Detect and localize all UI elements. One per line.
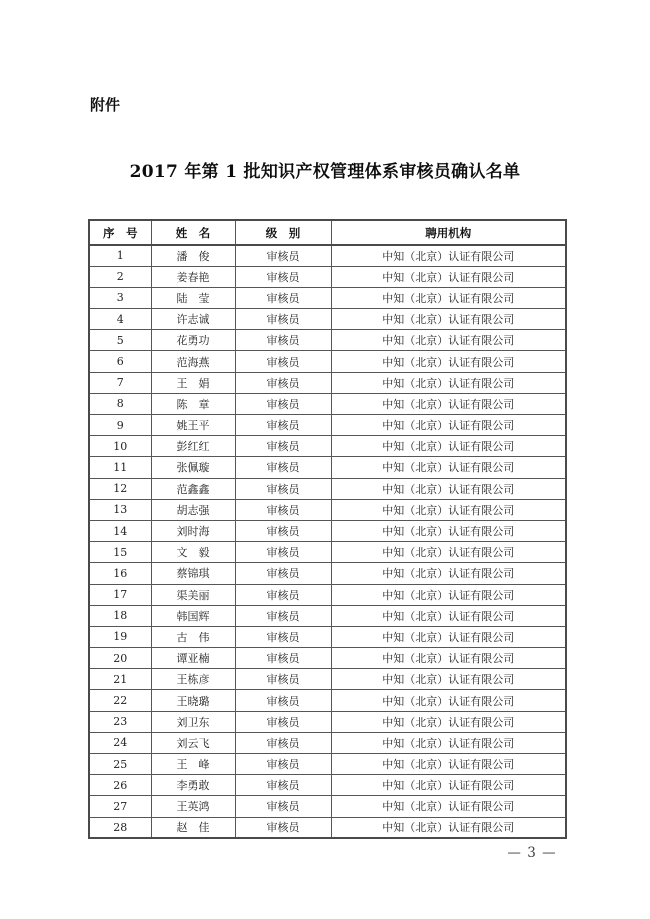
column-header-name: 姓 名 [151, 220, 235, 245]
cell-organization: 中知（北京）认证有限公司 [331, 393, 566, 414]
column-header-no: 序 号 [89, 220, 151, 245]
cell-name: 蔡锦琪 [151, 563, 235, 584]
table-row [89, 775, 566, 796]
cell-serial-number: 12 [89, 478, 151, 499]
cell-level: 审核员 [235, 372, 331, 393]
cell-organization: 中知（北京）认证有限公司 [331, 499, 566, 520]
cell-level: 审核员 [235, 415, 331, 436]
cell-level: 审核员 [235, 542, 331, 563]
cell-name: 范海燕 [151, 351, 235, 372]
cell-organization: 中知（北京）认证有限公司 [331, 287, 566, 308]
cell-serial-number: 2 [89, 266, 151, 287]
table-row [89, 584, 566, 605]
cell-serial-number: 14 [89, 520, 151, 541]
cell-organization: 中知（北京）认证有限公司 [331, 309, 566, 330]
page-number: — 3 — [507, 845, 557, 861]
cell-serial-number: 25 [89, 754, 151, 775]
cell-organization: 中知（北京）认证有限公司 [331, 520, 566, 541]
cell-name: 王栋彦 [151, 669, 235, 690]
cell-serial-number: 16 [89, 563, 151, 584]
cell-level: 审核员 [235, 520, 331, 541]
table-row [89, 266, 566, 287]
cell-organization: 中知（北京）认证有限公司 [331, 457, 566, 478]
table-header-row [89, 220, 566, 245]
cell-organization: 中知（北京）认证有限公司 [331, 478, 566, 499]
cell-name: 韩国辉 [151, 605, 235, 626]
cell-level: 审核员 [235, 266, 331, 287]
cell-name: 谭亚楠 [151, 648, 235, 669]
cell-serial-number: 24 [89, 732, 151, 753]
page-title: 2017 年第 1 批知识产权管理体系审核员确认名单 [129, 162, 521, 182]
table-row [89, 711, 566, 732]
cell-name: 渠美丽 [151, 584, 235, 605]
table-row [89, 754, 566, 775]
table-row [89, 499, 566, 520]
cell-serial-number: 7 [89, 372, 151, 393]
cell-level: 审核员 [235, 817, 331, 838]
cell-organization: 中知（北京）认证有限公司 [331, 436, 566, 457]
table-row [89, 669, 566, 690]
cell-name: 花勇功 [151, 330, 235, 351]
cell-serial-number: 27 [89, 796, 151, 817]
cell-serial-number: 1 [89, 245, 151, 266]
cell-level: 审核员 [235, 330, 331, 351]
cell-serial-number: 17 [89, 584, 151, 605]
table-row [89, 393, 566, 414]
column-header-level: 级 别 [235, 220, 331, 245]
cell-level: 审核员 [235, 351, 331, 372]
cell-organization: 中知（北京）认证有限公司 [331, 330, 566, 351]
cell-name: 姚王平 [151, 415, 235, 436]
table-row [89, 415, 566, 436]
table-row [89, 732, 566, 753]
cell-name: 王 峰 [151, 754, 235, 775]
cell-serial-number: 4 [89, 309, 151, 330]
cell-level: 审核员 [235, 648, 331, 669]
cell-name: 潘 俊 [151, 245, 235, 266]
cell-name: 古 伟 [151, 626, 235, 647]
cell-serial-number: 18 [89, 605, 151, 626]
cell-level: 审核员 [235, 669, 331, 690]
table-body [89, 245, 566, 838]
table-row [89, 245, 566, 266]
table-row [89, 478, 566, 499]
table-row [89, 330, 566, 351]
cell-name: 姜春艳 [151, 266, 235, 287]
cell-name: 文 毅 [151, 542, 235, 563]
cell-name: 李勇敢 [151, 775, 235, 796]
cell-organization: 中知（北京）认证有限公司 [331, 648, 566, 669]
cell-serial-number: 5 [89, 330, 151, 351]
cell-level: 审核员 [235, 457, 331, 478]
cell-serial-number: 22 [89, 690, 151, 711]
cell-name: 刘时海 [151, 520, 235, 541]
cell-serial-number: 23 [89, 711, 151, 732]
cell-organization: 中知（北京）认证有限公司 [331, 775, 566, 796]
cell-name: 王晓璐 [151, 690, 235, 711]
table-row [89, 372, 566, 393]
cell-name: 刘卫东 [151, 711, 235, 732]
cell-name: 范鑫鑫 [151, 478, 235, 499]
cell-name: 刘云飞 [151, 732, 235, 753]
table-row [89, 542, 566, 563]
cell-organization: 中知（北京）认证有限公司 [331, 542, 566, 563]
cell-organization: 中知（北京）认证有限公司 [331, 626, 566, 647]
cell-serial-number: 10 [89, 436, 151, 457]
cell-level: 审核员 [235, 499, 331, 520]
table-row [89, 817, 566, 838]
cell-organization: 中知（北京）认证有限公司 [331, 690, 566, 711]
cell-level: 审核员 [235, 754, 331, 775]
cell-name: 许志诚 [151, 309, 235, 330]
table-row [89, 796, 566, 817]
cell-organization: 中知（北京）认证有限公司 [331, 669, 566, 690]
table-row [89, 287, 566, 308]
cell-serial-number: 9 [89, 415, 151, 436]
cell-level: 审核员 [235, 478, 331, 499]
cell-organization: 中知（北京）认证有限公司 [331, 754, 566, 775]
table-row [89, 690, 566, 711]
cell-serial-number: 6 [89, 351, 151, 372]
cell-level: 审核员 [235, 732, 331, 753]
cell-organization: 中知（北京）认证有限公司 [331, 372, 566, 393]
cell-level: 审核员 [235, 626, 331, 647]
cell-serial-number: 3 [89, 287, 151, 308]
cell-name: 胡志强 [151, 499, 235, 520]
cell-level: 审核员 [235, 309, 331, 330]
cell-organization: 中知（北京）认证有限公司 [331, 584, 566, 605]
cell-serial-number: 13 [89, 499, 151, 520]
cell-name: 彭红红 [151, 436, 235, 457]
table-row [89, 648, 566, 669]
cell-name: 陈 章 [151, 393, 235, 414]
cell-serial-number: 21 [89, 669, 151, 690]
cell-name: 陆 莹 [151, 287, 235, 308]
cell-level: 审核员 [235, 584, 331, 605]
table-row [89, 309, 566, 330]
table-header [89, 220, 566, 245]
table-row [89, 605, 566, 626]
cell-organization: 中知（北京）认证有限公司 [331, 711, 566, 732]
cell-level: 审核员 [235, 690, 331, 711]
cell-name: 赵 佳 [151, 817, 235, 838]
cell-serial-number: 28 [89, 817, 151, 838]
cell-level: 审核员 [235, 796, 331, 817]
cell-level: 审核员 [235, 393, 331, 414]
cell-serial-number: 8 [89, 393, 151, 414]
cell-organization: 中知（北京）认证有限公司 [331, 266, 566, 287]
cell-organization: 中知（北京）认证有限公司 [331, 245, 566, 266]
table-row [89, 351, 566, 372]
table-row [89, 520, 566, 541]
cell-organization: 中知（北京）认证有限公司 [331, 817, 566, 838]
cell-organization: 中知（北京）认证有限公司 [331, 605, 566, 626]
cell-name: 王英鸿 [151, 796, 235, 817]
table-row [89, 457, 566, 478]
column-header-org: 聘用机构 [331, 220, 566, 245]
cell-level: 审核员 [235, 287, 331, 308]
cell-name: 王 娟 [151, 372, 235, 393]
cell-level: 审核员 [235, 436, 331, 457]
cell-organization: 中知（北京）认证有限公司 [331, 415, 566, 436]
cell-level: 审核员 [235, 245, 331, 266]
cell-serial-number: 19 [89, 626, 151, 647]
table-row [89, 436, 566, 457]
attachment-label: 附件 [90, 96, 121, 114]
table-row [89, 563, 566, 584]
cell-organization: 中知（北京）认证有限公司 [331, 732, 566, 753]
auditor-roster-table [88, 219, 567, 839]
cell-name: 张佩璇 [151, 457, 235, 478]
cell-organization: 中知（北京）认证有限公司 [331, 796, 566, 817]
cell-level: 审核员 [235, 711, 331, 732]
cell-level: 审核员 [235, 775, 331, 796]
cell-serial-number: 20 [89, 648, 151, 669]
cell-serial-number: 11 [89, 457, 151, 478]
cell-serial-number: 26 [89, 775, 151, 796]
cell-organization: 中知（北京）认证有限公司 [331, 563, 566, 584]
cell-organization: 中知（北京）认证有限公司 [331, 351, 566, 372]
cell-level: 审核员 [235, 605, 331, 626]
cell-level: 审核员 [235, 563, 331, 584]
cell-serial-number: 15 [89, 542, 151, 563]
table-row [89, 626, 566, 647]
